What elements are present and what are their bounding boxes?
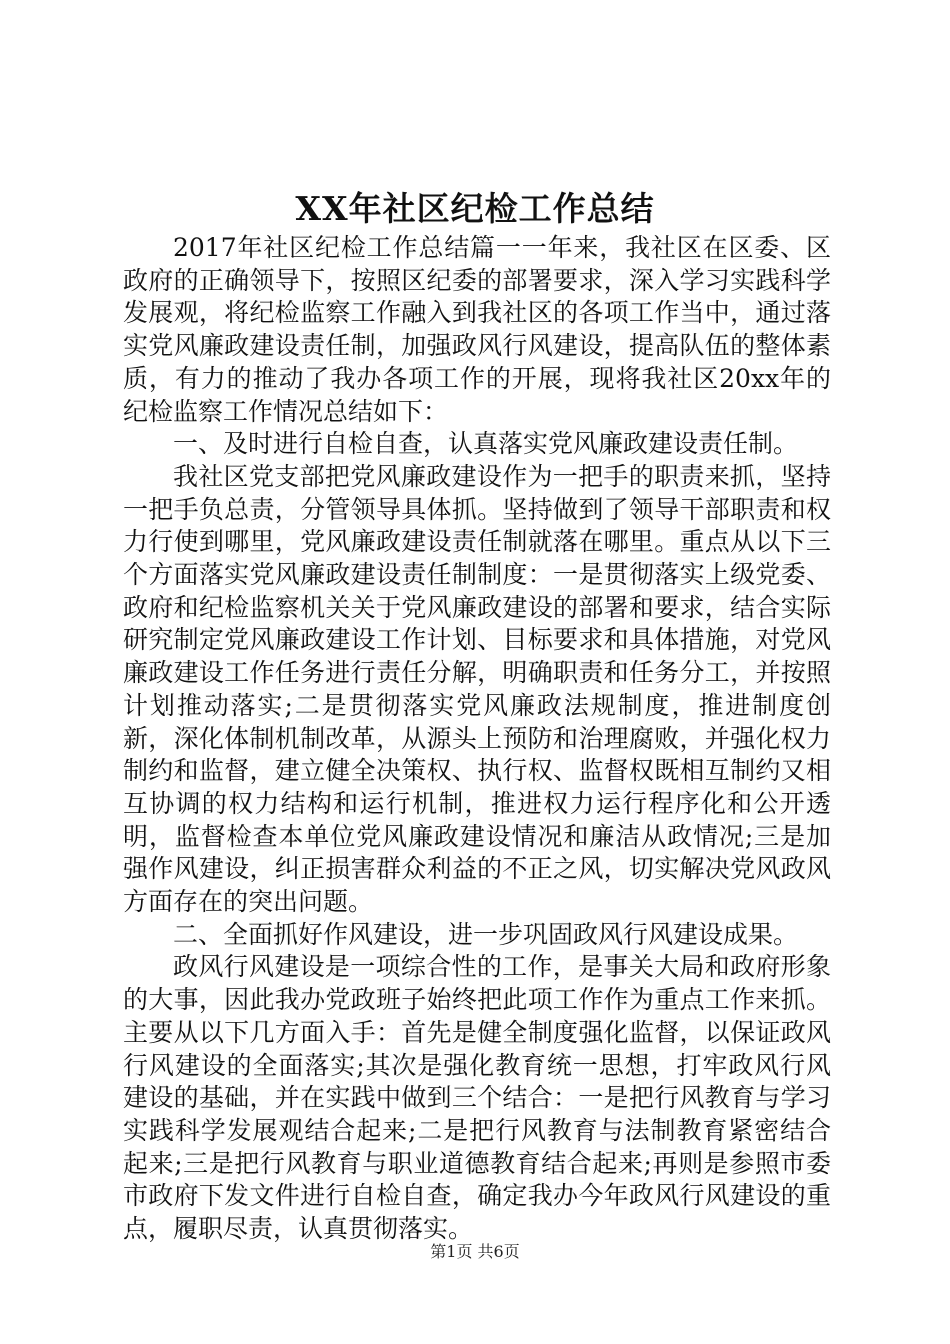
paragraph-section-1: 我社区党支部把党风廉政建设作为一把手的职责来抓，坚持一把手负总责，分管领导具体抓。坚持做到了领导干部职责和权力行使到哪里，党风廉政建设责任制就落在哪里。重点从以下三个方面落实党风廉政建设责任制制度：一是贯彻落实上级党委、政府和纪检监察机关关于党风廉政建设的部署和要求，结合实际研究制定党风廉政建设工作计划、目标要求和具体措施，对党风廉政建设工作任务进行责任分解，明确职责和任务分工，并按照计划推动落实;二是贯彻落实党风廉政法规制度，推进制度创新，深化体制机制改革，从源头上预防和治理腐败，并强化权力制约和监督，建立健全决策权、执行权、监督权既相互制约又相互协调的权力结构和运行机制，推进权力运行程序化和公开透明，监督检查本单位党风廉政建设情况和廉洁从政情况;三是加强作风建设，纠正损害群众利益的不正之风，切实解决党风政风方面存在的突出问题。	[123, 461, 831, 917]
paragraph-heading-1: 一、及时进行自检自查，认真落实党风廉政建设责任制。	[173, 429, 799, 459]
page-number-footer: 第1页 共6页	[430, 1242, 520, 1261]
document-body	[123, 232, 831, 1246]
paragraph-heading-2: 二、全面抓好作风建设，进一步巩固政风行风建设成果。	[173, 919, 799, 949]
document-title: XX年社区纪检工作总结	[295, 189, 655, 228]
paragraph-section-2: 政风行风建设是一项综合性的工作，是事关大局和政府形象的大事，因此我办党政班子始终把此项工作作为重点工作来抓。主要从以下几方面入手：首先是健全制度强化监督，以保证政风行风建设的全面落实;其次是强化教育统一思想，打牢政风行风建设的基础，并在实践中做到三个结合：一是把行风教育与学习实践科学发展观结合起来;二是把行风教育与法制教育紧密结合起来;三是把行风教育与职业道德教育结合起来;再则是参照市委市政府下发文件进行自检自查，确定我办今年政风行风建设的重点，履职尽责，认真贯彻落实。	[123, 952, 831, 1244]
paragraph-intro: 2017年社区纪检工作总结篇一一年来，我社区在区委、区政府的正确领导下，按照区纪委的部署要求，深入学习实践科学发展观，将纪检监察工作融入到我社区的各项工作当中，通过落实党风廉政建设责任制，加强政风行风建设，提高队伍的整体素质，有力的推动了我办各项工作的开展，现将我社区20xx年的纪检监察工作情况总结如下：	[123, 233, 831, 426]
